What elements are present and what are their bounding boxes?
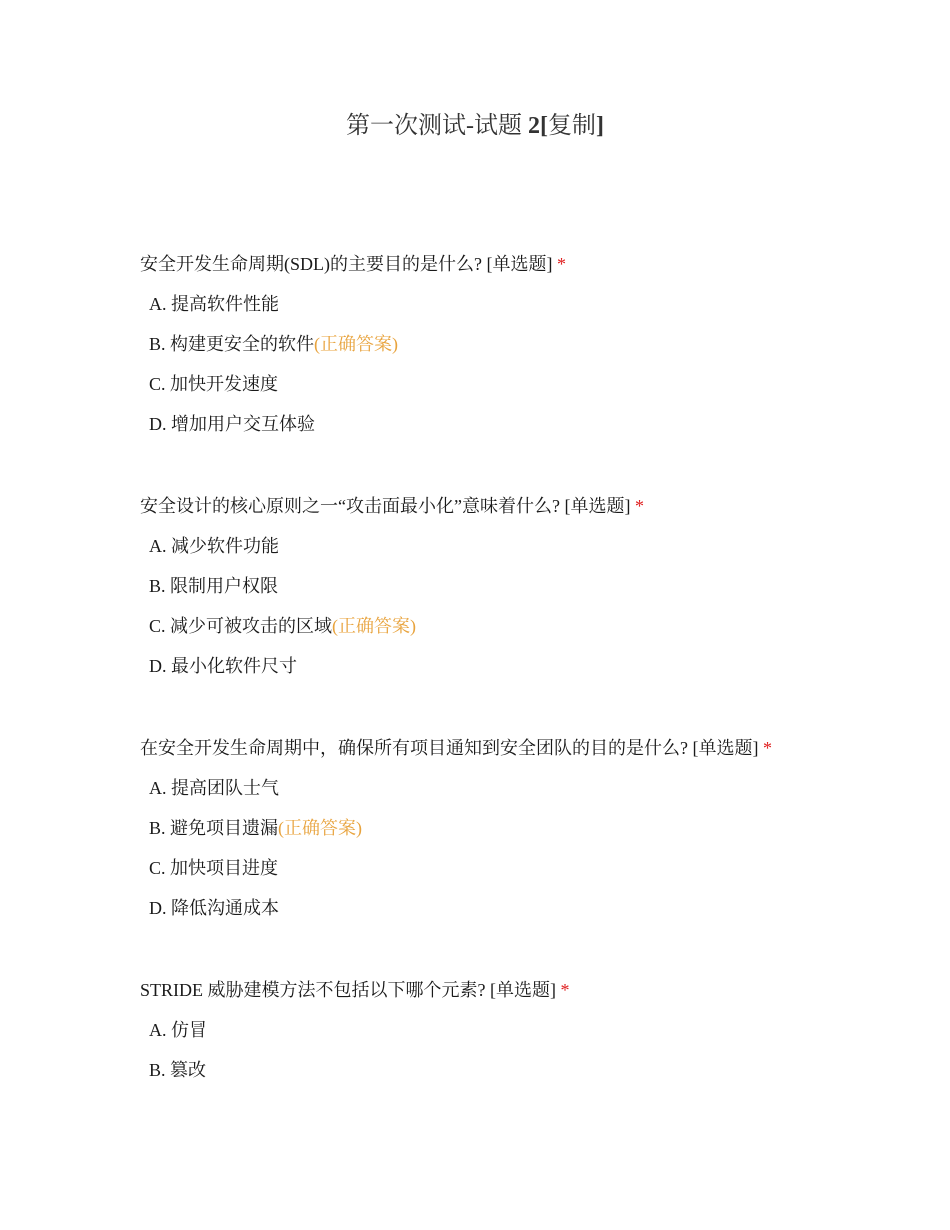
title-main: 第一次测试-试题 xyxy=(346,113,528,139)
correct-answer-tag: (正确答案) xyxy=(332,616,417,636)
option-label: C. 加快项目进度 xyxy=(149,858,279,878)
option-c xyxy=(149,369,900,399)
option-a xyxy=(149,1015,900,1045)
option-label: A. 提高团队士气 xyxy=(149,778,279,798)
option-a xyxy=(149,289,900,319)
option-label: B. 避免项目遗漏 xyxy=(149,818,279,838)
option-a xyxy=(149,773,900,803)
question-4 xyxy=(140,975,900,1095)
question-3 xyxy=(140,733,900,933)
option-label: B. 限制用户权限 xyxy=(149,576,279,596)
option-label: B. 篡改 xyxy=(149,1060,207,1080)
option-a xyxy=(149,531,900,561)
question-label: 安全设计的核心原则之一“攻击面最小化”意味着什么? [单选题] xyxy=(140,496,631,516)
required-star: * xyxy=(634,496,644,516)
option-c xyxy=(149,611,900,641)
question-text xyxy=(140,733,900,763)
title-suffix: 复制 xyxy=(548,113,596,139)
title-number: 2[ xyxy=(528,113,548,139)
option-b xyxy=(149,571,900,601)
required-star: * xyxy=(762,738,772,758)
option-b xyxy=(149,329,900,359)
required-star: * xyxy=(556,254,566,274)
question-text xyxy=(140,975,900,1005)
option-b xyxy=(149,1055,900,1085)
correct-answer-tag: (正确答案) xyxy=(314,334,399,354)
option-b xyxy=(149,813,900,843)
required-star: * xyxy=(560,980,570,1000)
option-label: A. 减少软件功能 xyxy=(149,536,279,556)
option-label: A. 提高软件性能 xyxy=(149,294,279,314)
question-1 xyxy=(140,249,900,449)
question-label: 在安全开发生命周期中，确保所有项目通知到安全团队的目的是什么? [单选题] xyxy=(140,738,759,758)
option-label: B. 构建更安全的软件 xyxy=(149,334,315,354)
page-title xyxy=(0,108,950,144)
option-d xyxy=(149,893,900,923)
question-label: STRIDE 威胁建模方法不包括以下哪个元素? [单选题] xyxy=(140,980,556,1000)
title-close: ] xyxy=(596,113,604,139)
correct-answer-tag: (正确答案) xyxy=(278,818,363,838)
question-2 xyxy=(140,491,900,691)
option-label: D. 最小化软件尺寸 xyxy=(149,656,297,676)
question-text xyxy=(140,249,900,279)
option-label: C. 减少可被攻击的区域 xyxy=(149,616,333,636)
option-label: D. 增加用户交互体验 xyxy=(149,414,315,434)
option-label: C. 加快开发速度 xyxy=(149,374,279,394)
option-label: A. 仿冒 xyxy=(149,1020,207,1040)
option-label: D. 降低沟通成本 xyxy=(149,898,279,918)
option-d xyxy=(149,409,900,439)
question-text xyxy=(140,491,900,521)
question-label: 安全开发生命周期(SDL)的主要目的是什么? [单选题] xyxy=(140,254,553,274)
option-c xyxy=(149,853,900,883)
option-d xyxy=(149,651,900,681)
